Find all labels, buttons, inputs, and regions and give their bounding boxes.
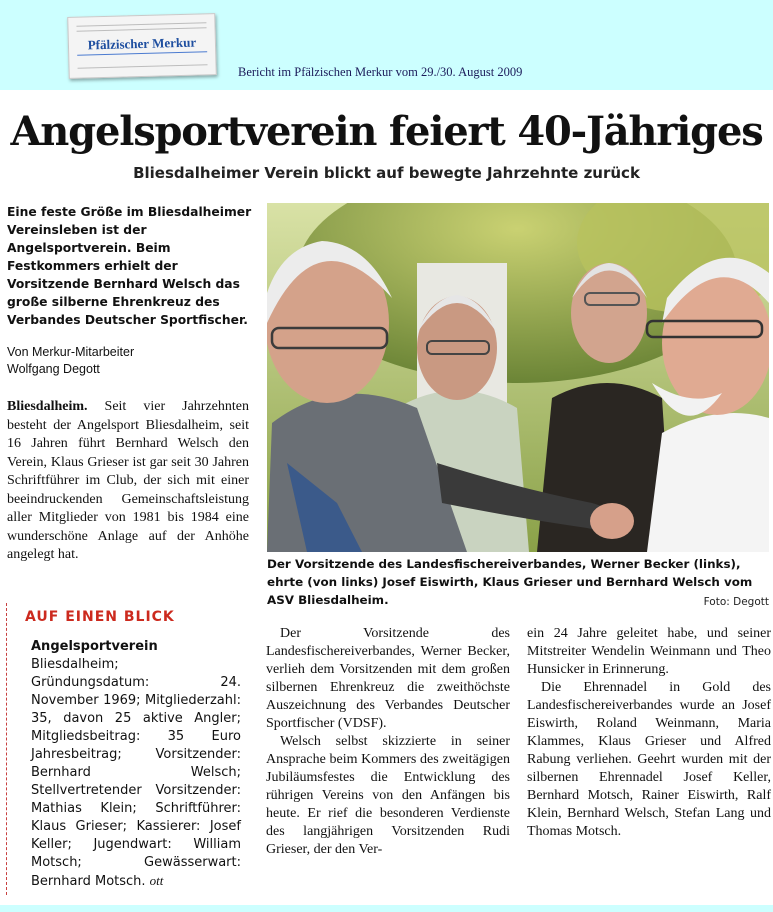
infobox-body [31,638,241,891]
photo-illustration [267,203,769,552]
article-photo [267,203,769,552]
author-byline [7,344,254,378]
col3-paragraph-2: Die Ehrennadel in Gold des Landesfischereiverbandes wurde an Josef Eiswirth, Roland Weinmann, Maria Klammes, Klaus Grieser und Alfred Rabung verliehen. Geehrt wurden mit der silbernen Ehrennadel Josef Keller, Bernhard Motsch, Rainer Eiswirth, Ralf Klein, Bernhard Welsch, Stefan Lang und Thomas Motsch. [527,680,771,839]
infobox-name: Angelsportverein [31,639,158,654]
footer-band [0,905,773,912]
article-subheadline: Bliesdalheimer Verein blickt auf bewegte Jahrzehnte zurück [133,164,640,182]
infobox-signature: ott [149,873,164,888]
author-line-2: Wolfgang Degott [7,362,100,376]
intro-text: Seit vier Jahrzehnten besteht der Angelsport Bliesdalheim, seit 16 Jahren führt Bernhard Welsch den Verein, Klaus Grieser ist gar seit 30 Jahren Schriftführer im Club, der sich mit einer beeindruckenden Gemeinschaftsleistung aller Mitglieder von 1981 bis 1984 eine wunderschöne Anlage auf der Anhöhe angelegt hat. [7,399,249,562]
logo-text: Pfälzischer Merkur [87,34,197,53]
photo-credit: Foto: Degott [703,596,769,608]
article-column-3 [527,625,771,841]
newspaper-logo [67,13,217,79]
report-note: Bericht im Pfälzischen Merkur vom 29./30. August 2009 [238,65,523,79]
article-lead: Eine feste Größe im Bliesdalheimer Vereinsleben ist der Angelsportverein. Beim Festkommers erhielt der Vorsitzende Bernhard Welsch das große silberne Ehrenkreuz des Verbandes Deutscher Sportfischer. [7,205,252,327]
col2-paragraph-1: Der Vorsitzende des Landesfischereiverbandes, Werner Becker, verlieh dem Vorsitzenden mit dem großen silbernen Ehrenkreuz die zweithöchste Auszeichnung des Verbandes Deutscher Sportfischer (VDSF). [266,626,510,731]
article-headline: Angelsportverein feiert 40-Jähriges [10,108,763,155]
article-column-2 [266,625,510,859]
col3-paragraph-1: ein 24 Jahre geleitet habe, und seiner Mitstreiter Wendelin Weinmann und Theo Hunsicker in Erinnerung. [527,626,771,677]
col2-paragraph-2: Welsch selbst skizzierte in seiner Ansprache beim Kommers des zweitägigen Jubiläumsfestes die Entwicklung des rührigen Vereins von den Anfängen bis heute. Er rief die besonderen Verdienste des langjährigen Vorsitzenden Rudi Grieser, der den Ver- [266,734,510,857]
intro-place: Bliesdalheim. [7,399,88,414]
intro-paragraph [7,398,249,565]
author-line-1: Von Merkur-Mitarbeiter [7,345,135,359]
photo-caption: Der Vorsitzende des Landesfischereiverbandes, Werner Becker (links), ehrte (von links) Josef Eiswirth, Klaus Grieser und Bernhard Welsch vom ASV Bliesdalheim. [267,557,753,607]
infobox-text: Bliesdalheim; Gründungsdatum: 24. November 1969; Mitgliederzahl: 35, davon 25 aktive Angler; Mitgliedsbeitrag: 35 Euro Jahresbeitrag; Vorsitzender: Bernhard Welsch; Stellvertretender Vorsitzender: Mathias Klein; Schriftführer: Klaus Grieser; Kassierer: Josef Keller; Jugendwart: William Motsch; Gewässerwart: Bernhard Motsch. [31,657,241,889]
infobox-title: AUF EINEN BLICK [25,609,175,625]
